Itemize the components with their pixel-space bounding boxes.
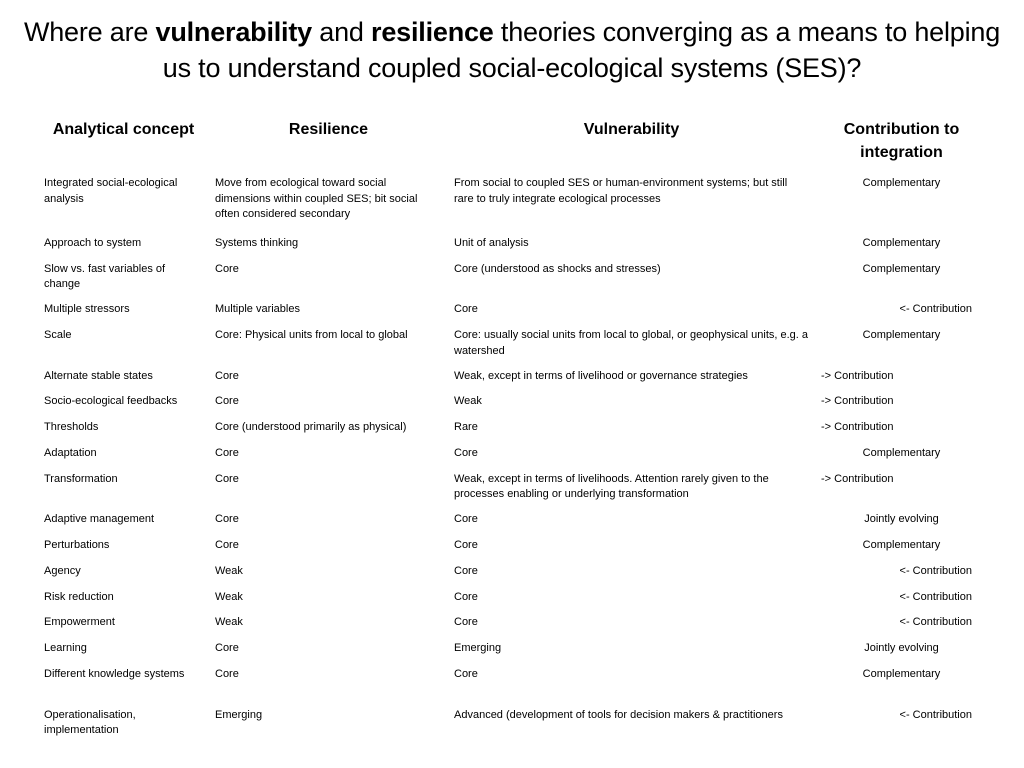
table-row (38, 641, 988, 667)
title-emphasis: resilience (371, 17, 494, 47)
cell-contribution: Complementary (862, 539, 941, 552)
cell-resilience: Core (215, 369, 239, 382)
table-row (38, 236, 988, 262)
cell-resilience: Core (215, 472, 239, 485)
cell-resilience: Weak (215, 564, 243, 577)
cell-analytical-concept: Operationalisation, implementation (44, 708, 136, 737)
table-row (38, 472, 988, 513)
cell-contribution: Complementary (862, 668, 941, 681)
cell-contribution: <- Contribution (899, 590, 972, 603)
cell-analytical-concept: Multiple stressors (44, 303, 130, 316)
table-row (38, 538, 988, 564)
cell-vulnerability: Core (454, 539, 478, 552)
cell-vulnerability: From social to coupled SES or human-environment systems; but still rare to truly integrate ecological processes (454, 177, 788, 205)
cell-vulnerability: Core (understood as shocks and stresses) (454, 262, 661, 275)
cell-vulnerability: Core (454, 303, 478, 316)
cell-resilience: Core (215, 262, 239, 275)
cell-contribution: <- Contribution (899, 616, 972, 629)
cell-analytical-concept: Agency (44, 564, 81, 577)
cell-vulnerability: Advanced (development of tools for decision makers & practitioners (454, 708, 783, 721)
cell-vulnerability: Unit of analysis (454, 237, 529, 249)
cell-vulnerability: Core (454, 564, 478, 577)
cell-resilience: Core (understood primarily as physical) (215, 421, 407, 434)
cell-resilience: Systems thinking (215, 237, 299, 249)
table-row (38, 420, 988, 446)
cell-vulnerability: Core (454, 446, 478, 459)
cell-contribution: Complementary (862, 446, 941, 459)
cell-analytical-concept: Integrated social-ecological analysis (44, 177, 178, 205)
header-resilience: Resilience (288, 121, 369, 138)
cell-vulnerability: Weak (454, 395, 482, 408)
cell-analytical-concept: Different knowledge systems (44, 668, 185, 681)
cell-analytical-concept: Approach to system (44, 237, 142, 249)
cell-analytical-concept: Thresholds (44, 421, 99, 434)
cell-analytical-concept: Perturbations (44, 539, 110, 552)
header-analytical-concept: Analytical concept (52, 121, 195, 138)
cell-analytical-concept: Empowerment (44, 616, 115, 629)
cell-analytical-concept: Socio-ecological feedbacks (44, 395, 178, 408)
cell-contribution: -> Contribution (821, 369, 894, 382)
title-text: Where are (23, 17, 156, 47)
table-row (38, 176, 988, 236)
cell-contribution: Complementary (862, 262, 941, 275)
table-body (38, 176, 988, 748)
table-row (38, 302, 988, 328)
cell-vulnerability: Core (454, 513, 478, 526)
cell-resilience: Weak (215, 590, 243, 603)
cell-analytical-concept: Adaptive management (44, 513, 155, 526)
table-row (38, 369, 988, 395)
table-row (38, 394, 988, 420)
cell-resilience: Core (215, 446, 239, 459)
cell-contribution: Complementary (862, 329, 941, 342)
cell-analytical-concept: Adaptation (44, 446, 97, 459)
cell-contribution: -> Contribution (821, 472, 894, 485)
cell-resilience: Emerging (215, 708, 263, 721)
cell-vulnerability: Rare (454, 421, 478, 434)
cell-contribution: <- Contribution (899, 708, 972, 721)
title-text: theories converging as a means to helping us to understand coupled social-ecological systems (SES)? (162, 17, 1001, 83)
cell-resilience: Multiple variables (215, 303, 300, 316)
cell-contribution: Complementary (862, 177, 941, 189)
cell-vulnerability: Core (454, 590, 478, 603)
cell-vulnerability: Emerging (454, 642, 502, 655)
comparison-table (38, 114, 988, 748)
table-row (38, 262, 988, 303)
title-emphasis: vulnerability (155, 17, 312, 47)
slide-title (10, 14, 1014, 86)
table-row (38, 590, 988, 616)
cell-analytical-concept: Learning (44, 642, 87, 655)
table-row (38, 564, 988, 590)
table-row (38, 615, 988, 641)
cell-resilience: Core (215, 642, 239, 655)
header-vulnerability: Vulnerability (583, 121, 680, 138)
cell-resilience: Core: Physical units from local to global (215, 329, 408, 342)
cell-analytical-concept: Slow vs. fast variables of change (44, 262, 166, 291)
cell-vulnerability: Core (454, 616, 478, 629)
cell-analytical-concept: Risk reduction (44, 590, 114, 603)
table-row (38, 446, 988, 472)
cell-vulnerability: Weak, except in terms of livelihoods. Attention rarely given to the processes enabling or underlying transformation (454, 472, 769, 501)
table-row (38, 708, 988, 749)
table-header-row (38, 114, 988, 176)
cell-analytical-concept: Transformation (44, 472, 118, 485)
table-row (38, 328, 988, 369)
cell-vulnerability: Weak, except in terms of livelihood or governance strategies (454, 369, 748, 382)
cell-contribution: Complementary (862, 237, 941, 249)
cell-resilience: Core (215, 395, 239, 408)
cell-analytical-concept: Scale (44, 329, 72, 342)
cell-vulnerability: Core (454, 668, 478, 681)
cell-contribution: <- Contribution (899, 303, 972, 316)
cell-vulnerability: Core: usually social units from local to global, or geophysical units, e.g. a watershed (454, 329, 809, 357)
cell-resilience: Core (215, 539, 239, 552)
title-text: and (311, 17, 372, 47)
cell-resilience: Core (215, 668, 239, 681)
cell-analytical-concept: Alternate stable states (44, 369, 153, 382)
cell-resilience: Move from ecological toward social dimensions within coupled SES; bit social often considered secondary (215, 177, 418, 220)
cell-contribution: -> Contribution (821, 421, 894, 434)
cell-contribution: <- Contribution (899, 564, 972, 577)
table-row (38, 667, 988, 708)
header-contribution: Contribution to integration (843, 121, 960, 161)
cell-contribution: -> Contribution (821, 395, 894, 408)
cell-contribution: Jointly evolving (864, 513, 939, 526)
cell-resilience: Core (215, 513, 239, 526)
cell-contribution: Jointly evolving (864, 642, 939, 655)
table-row (38, 512, 988, 538)
cell-resilience: Weak (215, 616, 243, 629)
